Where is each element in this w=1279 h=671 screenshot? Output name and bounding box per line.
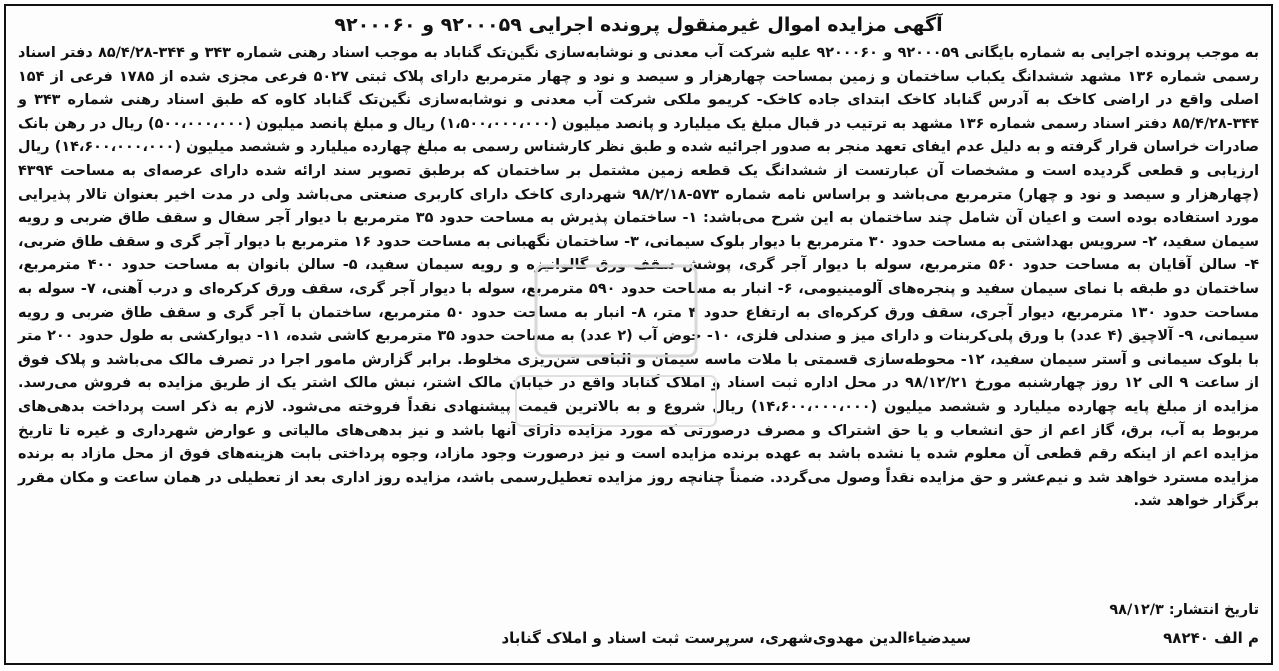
signature-line: سیدضیاءالدین مهدوی‌شهری، سرپرست ثبت اسناد و املاک گناباد (501, 629, 971, 647)
publish-date: تاریخ انتشار: ۹۸/۱۲/۳ (1109, 602, 1259, 618)
notice-body: به موجب پرونده اجرایی به شماره بایگانی ۹۲۰۰۰۵۹ و ۹۲۰۰۰۶۰ علیه شرکت آب معدنی و نوشابه‌سازی نگین‌تک گناباد به موجب اسناد رهنی شماره ۳۴۳ و ۳۴۴-۸۵/۴/۲۸ دفتر اسناد رسمی شماره ۱۳۶ مشهد ششدانگ یکباب ساختمان و زمین بمساحت چهارهزار و سیصد و نود و چهار مترمربع دارای پلاک ثبتی ۵۰۲۷ فرعی مجزی شده از ۱۷۸۵ فرعی از ۱۵۴ اصلی واقع در اراضی کاخک به آدرس گناباد کاخک ابتدای جاده کاخک- کریمو ملکی شرکت آب معدنی و نوشابه‌سازی نگین‌تک گناباد کاوه که طبق اسناد رهنی شماره ۳۴۳ و ۳۴۴-۸۵/۴/۲۸ دفتر اسناد رسمی شماره ۱۳۶ مشهد به ترتیب در قبال مبلغ یک میلیارد و پانصد میلیون (۱،۵۰۰،۰۰۰،۰۰۰) ریال و مبلغ پانصد میلیون (۵۰۰،۰۰۰،۰۰۰) ریال در رهن بانک صادرات خراسان قرار گرفته و به دلیل عدم ایفای تعهد منجر به صدور اجرائیه شده و طبق نظر کارشناس رسمی به مبلغ چهارده میلیارد و ششصد میلیون (۱۴،۶۰۰،۰۰۰،۰۰۰) ریال ارزیابی و قطعی گردیده است و مشخصات آن عبارتست از ششدانگ یک قطعه زمین مشتمل بر ساختمان که برطبق تصویر سند ارائه شده دارای عرصه‌ای به مساحت ۴۳۹۴ (چهارهزار و سیصد و نود و چهار) مترمربع می‌باشد و براساس نامه شماره ۵۷۳-۹۸/۲/۱۸ شهرداری کاخک دارای کاربری صنعتی می‌باشد ولی در مدت اخیر بعنوان تالار پذیرایی مورد استفاده بوده است و اعیان آن شامل چند ساختمان به این شرح می‌باشد: ۱- ساختمان پذیرش به مساحت حدود ۳۵ مترمربع با دیوار آجر سفال و سقف طاق ضربی و رویه سیمان سفید، ۲- سرویس بهداشتی به مساحت حدود ۳۰ مترمربع با دیوار بلوک سیمانی، ۳- ساختمان نگهبانی به مساحت حدود ۱۶ مترمربع با دیوار آجر گری و سقف طاق ضربی، ۴- سالن آقایان به مساحت حدود ۵۶۰ مترمربع، سوله با دیوار آجر گری، پوشش سقف ورق گالوانیزه و رویه سیمان سفید، ۵- سالن بانوان به مساحت حدود ۴۰۰ مترمربع، ساختمان دو طبقه با نمای سیمان سفید و پنجره‌های آلومینیومی، ۶- انبار به مساحت حدود ۵۹۰ مترمربع، سوله با دیوار آجر گری، سقف ورق کرکره‌ای و درب آهنی، ۷- سوله به مساحت حدود ۱۳۰ مترمربع، دیوار آجری، سقف ورق کرکره‌ای به ارتفاع حدود ۴ متر، ۸- انبار به مساحت حدود ۵۰ مترمربع، ساختمان با آجر گری و سقف طاق ضربی و رویه سیمانی، ۹- آلاچیق (۴ عدد) با ورق پلی‌کربنات و دارای میز و صندلی فلزی، ۱۰- حوض آب (۲ عدد) به مساحت حدود ۳۵ مترمربع کاشی شده، ۱۱- دیوارکشی به طول حدود ۲۰۰ متر با بلوک سیمانی و آستر سیمان سفید، ۱۲- محوطه‌سازی قسمتی با ملات ماسه سیمان و الباقی شن‌ریزی مخلوط. برابر گزارش مامور اجرا در تصرف مالک می‌باشد و پلاک فوق از ساعت ۹ الی ۱۲ روز چهارشنبه مورخ ۹۸/۱۲/۲۱ در محل اداره ثبت اسناد و املاک گناباد واقع در خیابان مالک اشتر، نبش مالک اشتر یک از طریق مزایده به فروش می‌رسد. مزایده از مبلغ پایه چهارده میلیارد و ششصد میلیون (۱۴،۶۰۰،۰۰۰،۰۰۰) ریال شروع و به بالاترین قیمت پیشنهادی نقداً فروخته می‌شود. لازم به ذکر است پرداخت بدهی‌های مربوط به آب، برق، گاز اعم از حق انشعاب و یا حق اشتراک و مصرف درصورتی که مورد مزایده دارای آنها باشد و نیز بدهی‌های مالیاتی و عوارض شهرداری و غیره تا تاریخ مزایده اعم از اینکه رقم قطعی آن معلوم شده یا نشده باشد به عهده برنده مزایده است و نیز درصورت وجود مازاد، وجوه پرداختی بابت هزینه‌های فوق از محل مازاد به برنده مزایده مسترد خواهد شد و نیم‌عشر و حق مزایده نقداً وصول می‌گردد. ضمناً چنانچه روز مزایده تعطیل‌رسمی باشد، مزایده روز اداری بعد از تعطیلی در همان ساعت و مکان مقرر برگزار خواهد شد. (18, 45, 1260, 510)
notice-code: م الف ۹۸۲۴۰ (1163, 629, 1259, 647)
notice-frame (4, 4, 1273, 665)
notice-title: آگهی مزایده اموال غیرمنقول پرونده اجرایی ۹۲۰۰۰۵۹ و ۹۲۰۰۰۶۰ (334, 14, 943, 36)
